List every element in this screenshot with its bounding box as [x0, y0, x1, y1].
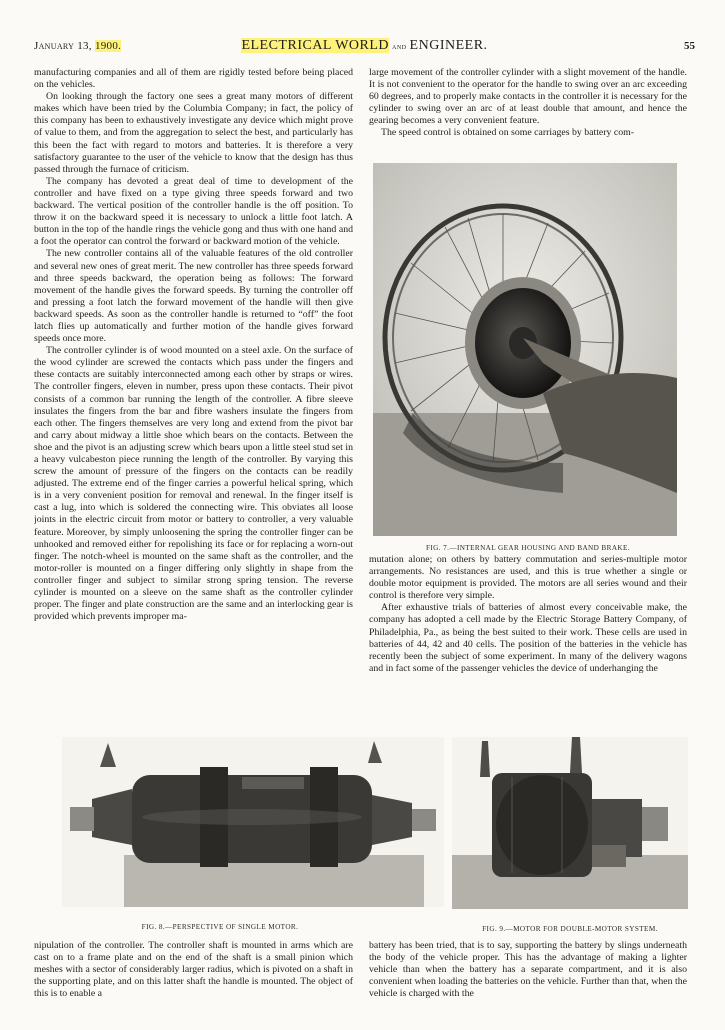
running-header: [34, 38, 695, 56]
journal-title-highlight: ELECTRICAL WORLD: [241, 38, 390, 53]
journal-title: ELECTRICAL WORLD and ENGINEER.: [241, 38, 488, 53]
figure-7-caption: FIG. 7.—INTERNAL GEAR HOUSING AND BAND BRAKE.: [425, 544, 630, 552]
text-column-right-top: [369, 67, 687, 151]
text-column-bottom-left: [34, 940, 353, 1024]
figure-7-gear-housing-photo: [373, 163, 677, 536]
figure-8-single-motor-photo: [62, 737, 444, 907]
figure-8-caption: FIG. 8.—PERSPECTIVE OF SINGLE MOTOR.: [141, 923, 299, 931]
paragraph: large movement of the controller cylinder with a slight movement of the handle. It is not convenient to the operator for the handle to swing over an arc exceeding 60 degrees, and to properly make contacts in the controller it is necessary for the cylinder to swing over an arc of at least double that amount, and hence the gearing becomes a very convenient feature.: [369, 67, 687, 127]
paragraph: battery has been tried, that is to say, supporting the battery by slings underneath the body of the vehicle proper. This has the advantage of making a lighter vehicle than when the battery has a separate compartment, and it is also convenient when loading the batteries on the vehicle. Further than that, when the vehicle is charged with the: [369, 940, 687, 1000]
issue-year: 1900.: [94, 40, 122, 52]
page-number: 55: [684, 40, 695, 52]
text-column-left: [34, 67, 353, 709]
figure-9-double-motor-photo: [452, 737, 688, 909]
text-column-bottom-right: [369, 940, 687, 1024]
text-column-right-mid: [369, 554, 687, 710]
paragraph: nipulation of the controller. The controller shaft is mounted in arms which are cast on to a frame plate and on the end of the shaft is a small pinion which meshes with a sector of considerably larger radius, which is pivoted on a shaft in the supporting plate, and on this latter shaft the handle is mounted. The object of this is to enable a: [34, 940, 353, 1000]
issue-date: January 13, 1900.: [34, 40, 122, 52]
paragraph: The company has devoted a great deal of time to development of the controller and have fixed on a type giving three speeds forward and two backward. The vertical position of the controller handle is the off position. To throw it on the backward speed it is necessary to unlock a little foot latch. A button in the top of the handle rings the vehicle gong and thus with one hand and a foot the operator can control the forward or backward motion of the vehicle.: [34, 175, 353, 248]
paragraph: The controller cylinder is of wood mounted on a steel axle. On the surface of the wood cylinder are screwed the contacts which pass under the fingers and these contacts are suitably interconnected among each other by straps or wires. The controller fingers, eleven in number, press upon these contacts. Their pivot consists of a common bar running the length of the controller. A fibre sleeve insulates the fingers from the bar and fibre washers insulate the fingers from each other. The fingers themselves are very long and extend from the pivot bar and carry about midway a little shoe which bears on the contacts. Between the shoe and the pivot is an adjusting screw which bears upon a little steel stud set in a heavy vulcabeston piece running the length of the controller. By varying this screw the amount of pressure of the fingers on the contacts can be readily adjusted. The extreme end of the finger carries a powerful helical spring, which is in a very convenient position for removal and renewal. In the finger itself is cast a lug, into which is soldered the connecting wire. This obviates all loose joints in the electric circuit from motor or battery to controller, a very valuable feature. Moreover, by simply unloosening the spring the controller finger can be unhooked and removed either for repolishing its face or for replacing a worn-out finger. The notch-wheel is mounted on the same shaft as the controller, and the motor-roller is mounted on a finger differing only slightly in shape from the controller finger and subject to similar strong spring tension. The reverse cylinder is mounted on a sleeve on the same shaft as the controller cylinder proper. The finger and plate construction are the same and an interlocking gear is provided which prevents improper ma-: [34, 345, 353, 623]
figure-9-caption: FIG. 9.—MOTOR FOR DOUBLE-MOTOR SYSTEM.: [482, 925, 658, 933]
paragraph: manufacturing companies and all of them are rigidly tested before being placed on the vehicles.: [34, 67, 353, 91]
paragraph: On looking through the factory one sees a great many motors of different makes which have been tried by the Columbia Company; in fact, the policy of this company has been to exhaustively investigate any device which might prove of value to them, and from the aggregation to select the best, and particularly has this been the fact with regard to motors and batteries. It is therefore a very satisfactory guarantee to the user of the vehicle to know that the design has thus passed through the furnace of criticism.: [34, 91, 353, 175]
paragraph: The new controller contains all of the valuable features of the old controller and several new ones of great merit. The new controller has three speeds forward and three speeds backward, the operation being as follows: The forward movement of the handle gives the forward speeds. By turning the controller off and pressing a foot latch the forward movement of the handle will then give backward speeds. As soon as the controller handle is returned to “off” the foot latch flies up automatically and further motion of the handle gives forward speeds once more.: [34, 248, 353, 345]
paragraph: The speed control is obtained on some carriages by battery com-: [381, 127, 635, 139]
paragraph: After exhaustive trials of batteries of almost every conceivable make, the company has adopted a cell made by the Electric Storage Battery Company, of Philadelphia, Pa., as being the best suited to their work. These cells are used in batteries of 44, 42 and 40 cells. The position of the batteries in the vehicle has recently been the subject of some experiment. In many of the delivery wagons and in fact some of the passenger vehicles the device of underhanging the: [369, 602, 687, 674]
paragraph: mutation alone; on others by battery commutation and series-multiple motor arrangements. No resistances are used, and this is true whether a single or double motor equipment is provided. The motors are all series wound and their control is therefore very simple.: [369, 554, 687, 602]
